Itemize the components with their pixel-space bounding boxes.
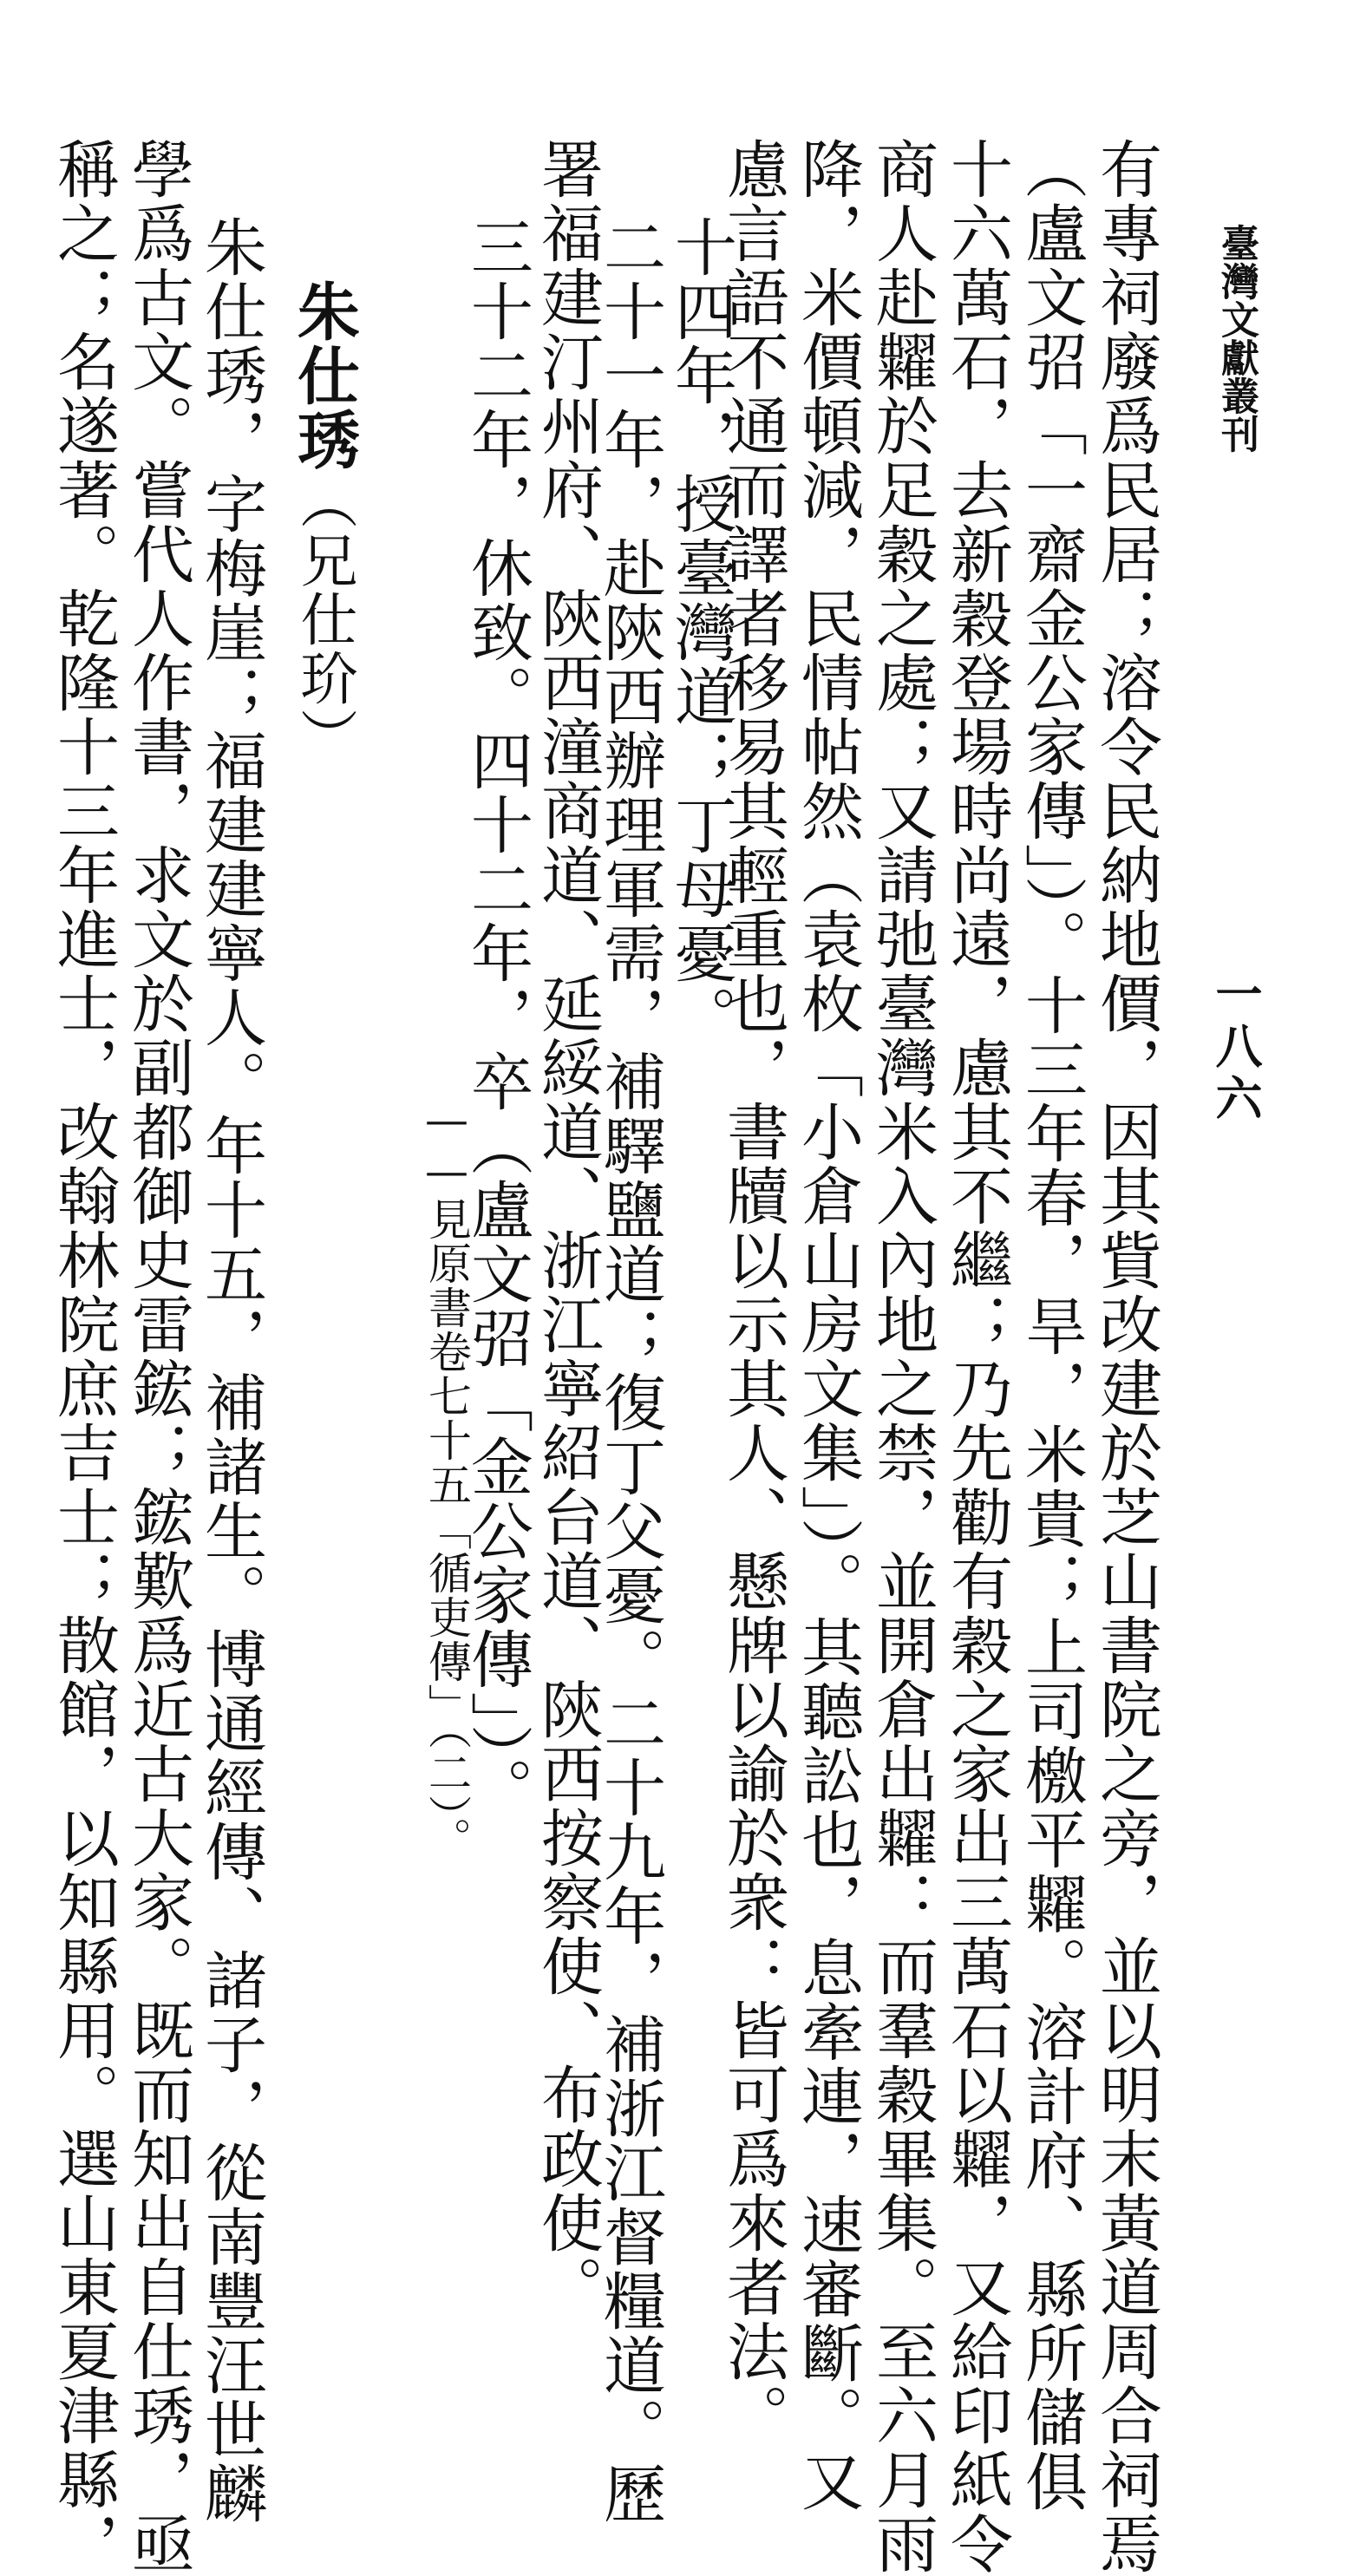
- section-heading: [287, 279, 361, 767]
- text-column: 三十二年，休致。四十二年，卒（盧文弨「金公家傳」）。: [461, 215, 533, 1821]
- bio-text-column: 朱仕琇，字梅崖；福建建寧人。年十五，補諸生。博通經傳、諸子，從南豐汪世麟: [194, 215, 267, 2526]
- text-column: 十六萬石，去新穀登場時尚遠，慮其不繼；乃先勸有穀之家出三萬石以糶，又給印紙令: [940, 137, 1013, 2576]
- text-column: 署福建汀州府、陝西潼商道、延綏道、浙江寧紹台道、陝西按察使、布政使。: [531, 137, 604, 2319]
- text-column: 商人赴糶於足穀之處；又請弛臺灣米入內地之禁，並開倉出糶：而羣穀畢集。至六月雨: [866, 137, 938, 2576]
- text-column: 降，米價頓減，民情帖然（袁枚「小倉山房文集」）。其聽訟也，息牽連，速審斷。又: [791, 137, 864, 2514]
- text-column: （盧文弨「一齋金公家傳」）。十三年春，旱，米貴；上司檄平糶。溶計府、縣所儲俱: [1015, 137, 1088, 2514]
- series-title: 臺灣文獻叢刊: [1214, 224, 1259, 453]
- bio-text-column: 稱之；名遂著。乾隆十三年進士，改翰林院庶吉士；散館，以知縣用。選山東夏津縣，: [47, 137, 120, 2576]
- section-heading-name: 朱仕琇: [287, 279, 361, 472]
- bio-text-column: 學爲古文。嘗代人作書，求文於副都御史雷鋐；鋐歎爲近古大家。既而知出自仕琇，亟: [121, 137, 194, 2576]
- page-number: 一八六: [1208, 970, 1264, 1126]
- text-column: 二十一年，赴陝西辦理軍需，補驛鹽道；復丁父憂。二十九年，補浙江督糧道。歷: [593, 215, 666, 2526]
- text-column: 有專祠廢爲民居；溶令民納地價，因其貲改建於芝山書院之旁，並以明末黃道周合祠焉: [1089, 137, 1162, 2576]
- source-citation: ——見原書卷七十五「循吏傳」（二）。: [422, 1095, 472, 1861]
- text-column: 十四年，授臺灣道；丁母憂。: [664, 215, 737, 1049]
- section-heading-subtitle: （兄仕玠）: [291, 472, 357, 767]
- text-column: 慮言語不通而譯者移易其輕重也，書牘以示其人、懸牌以諭於衆：皆可爲來者法。: [716, 137, 789, 2448]
